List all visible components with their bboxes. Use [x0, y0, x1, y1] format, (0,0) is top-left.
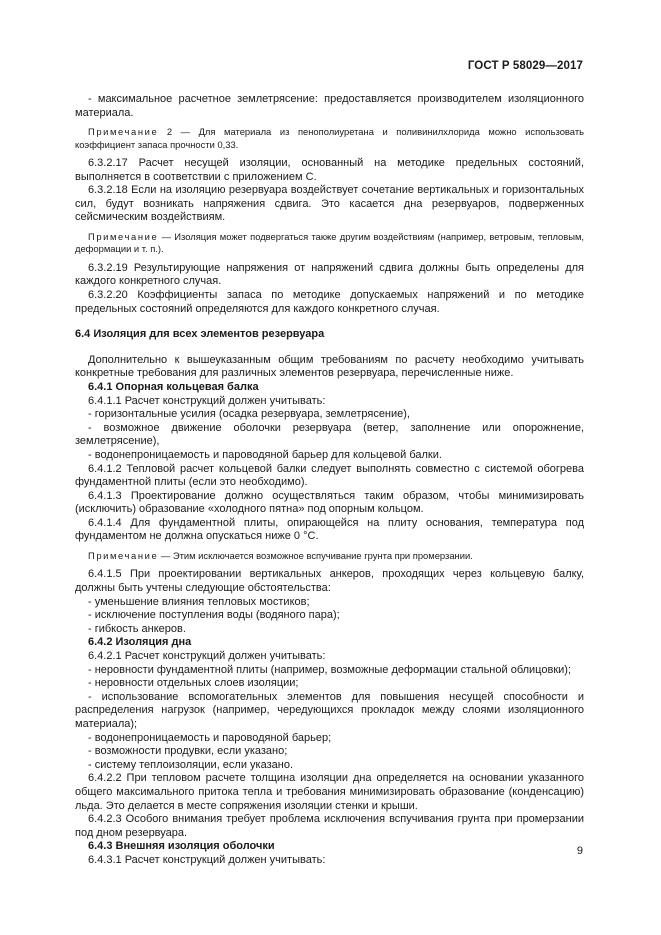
- body-paragraph: 6.3.2.19 Результирующие напряжения от напряжений сдвига должны быть определены для каждого конкретного случая.: [75, 261, 584, 288]
- page-number: 9: [576, 845, 583, 857]
- list-item: - неровности отдельных слоев изоляции;: [88, 677, 299, 690]
- list-item: - горизонтальные усилия (осадка резервуара, землетрясение),: [88, 408, 410, 421]
- body-paragraph: 6.4.1.1 Расчет конструкций должен учитывать:: [88, 394, 326, 407]
- note-text: — Этим исключается возможное вспучивание грунта при промерзании.: [158, 550, 473, 562]
- list-item: - возможное движение оболочки резервуара (ветер, заполнение или опорожнение, землетрясение),: [75, 421, 584, 448]
- body-paragraph: 6.4.1.3 Проектирование должно осуществляться таким образом, чтобы минимизировать (исключить) образование «холодного пятна» под опорным кольцом.: [75, 489, 584, 516]
- note: [75, 126, 584, 151]
- note-text: 2 — Для материала из пенополиуретана и поливинилхлорида можно использовать коэффициент запаса прочности 0,33.: [75, 126, 584, 150]
- note: [75, 550, 584, 562]
- body-paragraph: 6.4.2.3 Особого внимания требует проблема исключения вспучивания грунта при промерзании под дном резервуара.: [75, 813, 584, 839]
- list-item: - возможности продувки, если указано;: [88, 745, 288, 758]
- body-paragraph: 6.4.3.1 Расчет конструкций должен учитывать:: [88, 853, 326, 866]
- body-paragraph: 6.3.2.18 Если на изоляцию резервуара воздействует сочетание вертикальных и горизонтальных сил, будут возникать напряжения сдвига. Это касается дна резервуаров, подверженных сейсмическим воздействиям.: [75, 184, 584, 224]
- list-item: - систему теплоизоляции, если указано.: [88, 758, 293, 771]
- note: [75, 231, 584, 256]
- body-paragraph: 6.3.2.17 Расчет несущей изоляции, основанный на методике предельных состояний, выполняется в соответствии с приложением С.: [75, 157, 584, 183]
- list-item: - водонепроницаемость и пароводяной барьер;: [88, 731, 332, 744]
- list-item: - исключение поступления воды (водяного пара);: [88, 609, 340, 622]
- section-heading: 6.4 Изоляция для всех элементов резервуара: [75, 328, 325, 341]
- body-paragraph: 6.3.2.20 Коэффициенты запаса по методике допускаемых напряжений и по методике предельных состояний определяются для каждого конкретного случая.: [75, 288, 584, 315]
- note-label: Примечание: [88, 126, 159, 138]
- subsection-heading: 6.4.1 Опорная кольцевая балка: [88, 380, 259, 393]
- standard-header: ГОСТ Р 58029—2017: [467, 60, 583, 72]
- note-label: Примечание: [88, 230, 159, 242]
- body-paragraph: 6.4.2.2 При тепловом расчете толщина изоляции дна определяется на основании указанного общего максимального притока тепла и требования минимизировать образование (конденсацию) льда. Это делается в месте сопряжения изоляции стенки и крыши.: [75, 772, 584, 812]
- body-paragraph: 6.4.2.1 Расчет конструкций должен учитывать:: [88, 650, 326, 663]
- note-label: Примечание: [88, 550, 159, 562]
- body-paragraph: 6.4.1.2 Тепловой расчет кольцевой балки следует выполнять совместно с системой обогрева фундаментной плиты (если это необходимо).: [75, 462, 584, 489]
- body-paragraph: Дополнительно к вышеуказанным общим требованиям по расчету необходимо учитывать конкретные требования для различных элементов резервуара, перечисленные ниже.: [75, 353, 584, 380]
- list-item: - неровности фундаментной плиты (например, возможные деформации стальной облицовки);: [88, 663, 572, 676]
- subsection-heading: 6.4.2 Изоляция дна: [88, 636, 192, 649]
- list-item: - уменьшение влияния тепловых мостиков;: [88, 595, 310, 608]
- note-text: — Изоляция может подвергаться также другим воздействиям (например, ветровым, тепловым, деформации и т. п.).: [75, 230, 584, 255]
- list-item: - использование вспомогательных элементов для повышения несущей способности и распределения нагрузок (например, чередующихся прокладок между слоями изоляционного материала);: [75, 690, 584, 730]
- subsection-heading: 6.4.3 Внешняя изоляция оболочки: [88, 840, 275, 853]
- document-body: [75, 93, 584, 868]
- list-item: - водонепроницаемость и пароводяной барьер для кольцевой балки.: [88, 448, 442, 461]
- list-item: - гибкость анкеров.: [88, 622, 186, 635]
- body-paragraph: 6.4.1.5 При проектировании вертикальных анкеров, проходящих через кольцевую балку, должны быть учтены следующие обстоятельства:: [75, 568, 584, 595]
- body-paragraph: 6.4.1.4 Для фундаментной плиты, опирающейся на плиту основания, температура под фундаментом не должна опускаться ниже 0 °С.: [75, 516, 584, 543]
- body-paragraph: - максимальное расчетное землетрясение: предоставляется производителем изоляционного материала.: [75, 93, 584, 119]
